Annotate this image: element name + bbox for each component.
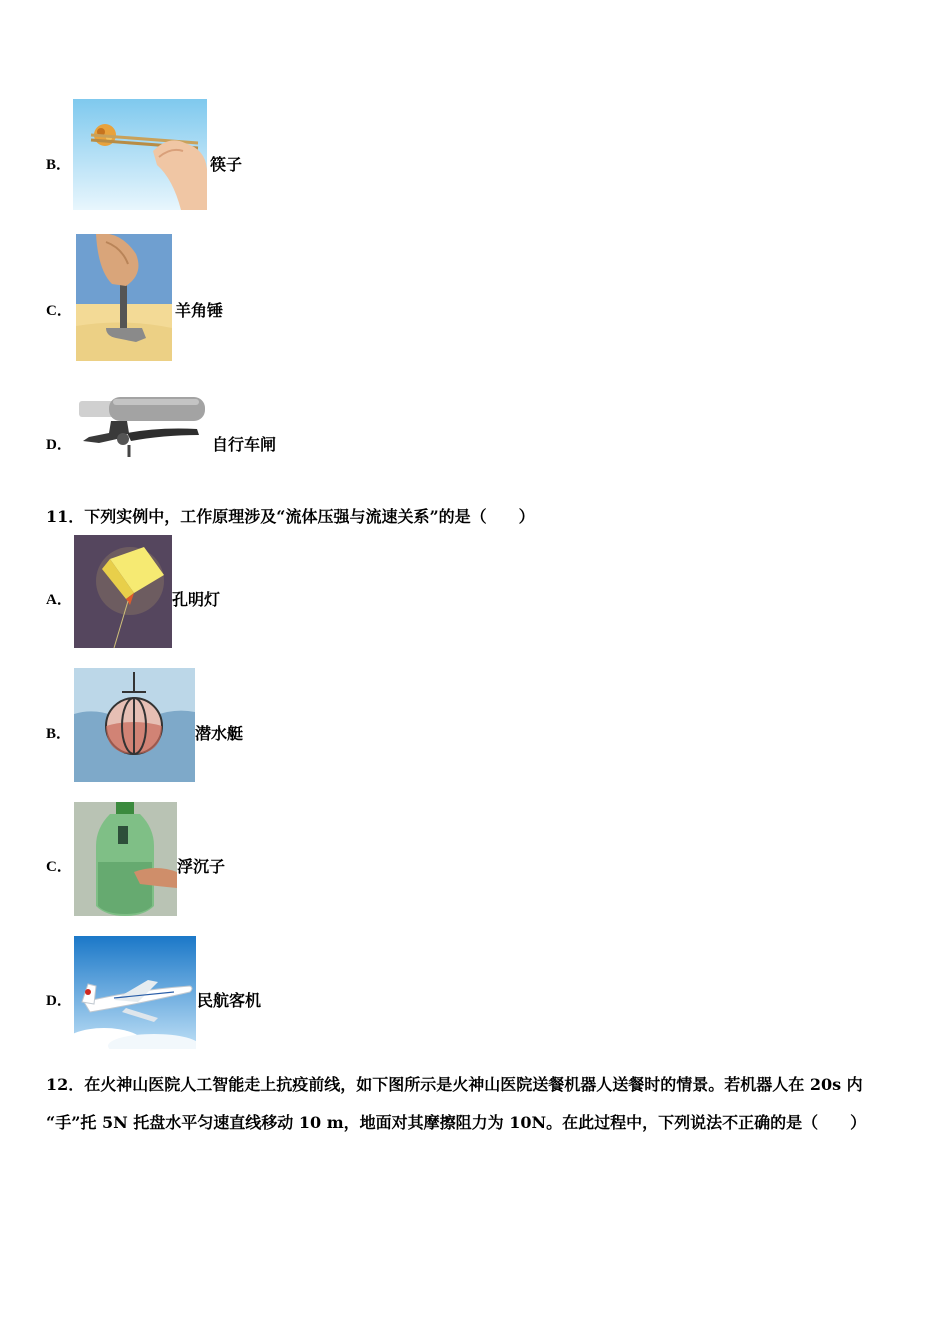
option-letter: D． bbox=[46, 993, 72, 1009]
chopsticks-icon bbox=[73, 99, 207, 210]
submarine-icon bbox=[74, 668, 195, 782]
option-text: 浮沉子 bbox=[177, 857, 226, 876]
option-text: 羊角锤 bbox=[175, 301, 224, 320]
option-text: 自行车闸 bbox=[212, 435, 277, 454]
option-letter: B． bbox=[46, 726, 72, 742]
option-letter: C． bbox=[46, 859, 72, 875]
airliner-icon bbox=[74, 936, 196, 1049]
bicycle-brake-icon bbox=[79, 393, 209, 460]
option-text: 民航客机 bbox=[197, 991, 262, 1010]
question-12-stem-line2: “手”托 5N 托盘水平匀速直线移动 10 m，地面对其摩擦阻力为 10N。在此过程中，下列说法不正确的是（ ） bbox=[46, 1113, 867, 1132]
question-12-stem-line1: 12．在火神山医院人工智能走上抗疫前线，如下图所示是火神山医院送餐机器人送餐时的情景。若机器人在 20s 内 bbox=[46, 1075, 863, 1094]
option-letter: A． bbox=[46, 592, 72, 608]
cartesian-diver-icon bbox=[74, 802, 177, 916]
option-letter: C． bbox=[46, 303, 72, 319]
option-text: 潜水艇 bbox=[195, 724, 244, 743]
option-text: 筷子 bbox=[210, 155, 243, 174]
option-letter: B． bbox=[46, 157, 72, 173]
option-letter: D． bbox=[46, 437, 72, 453]
sky-lantern-icon bbox=[74, 535, 172, 648]
claw-hammer-icon bbox=[76, 234, 172, 361]
question-11-stem: 11．下列实例中，工作原理涉及“流体压强与流速关系”的是（ ） bbox=[46, 507, 535, 526]
option-text: 孔明灯 bbox=[172, 590, 221, 609]
